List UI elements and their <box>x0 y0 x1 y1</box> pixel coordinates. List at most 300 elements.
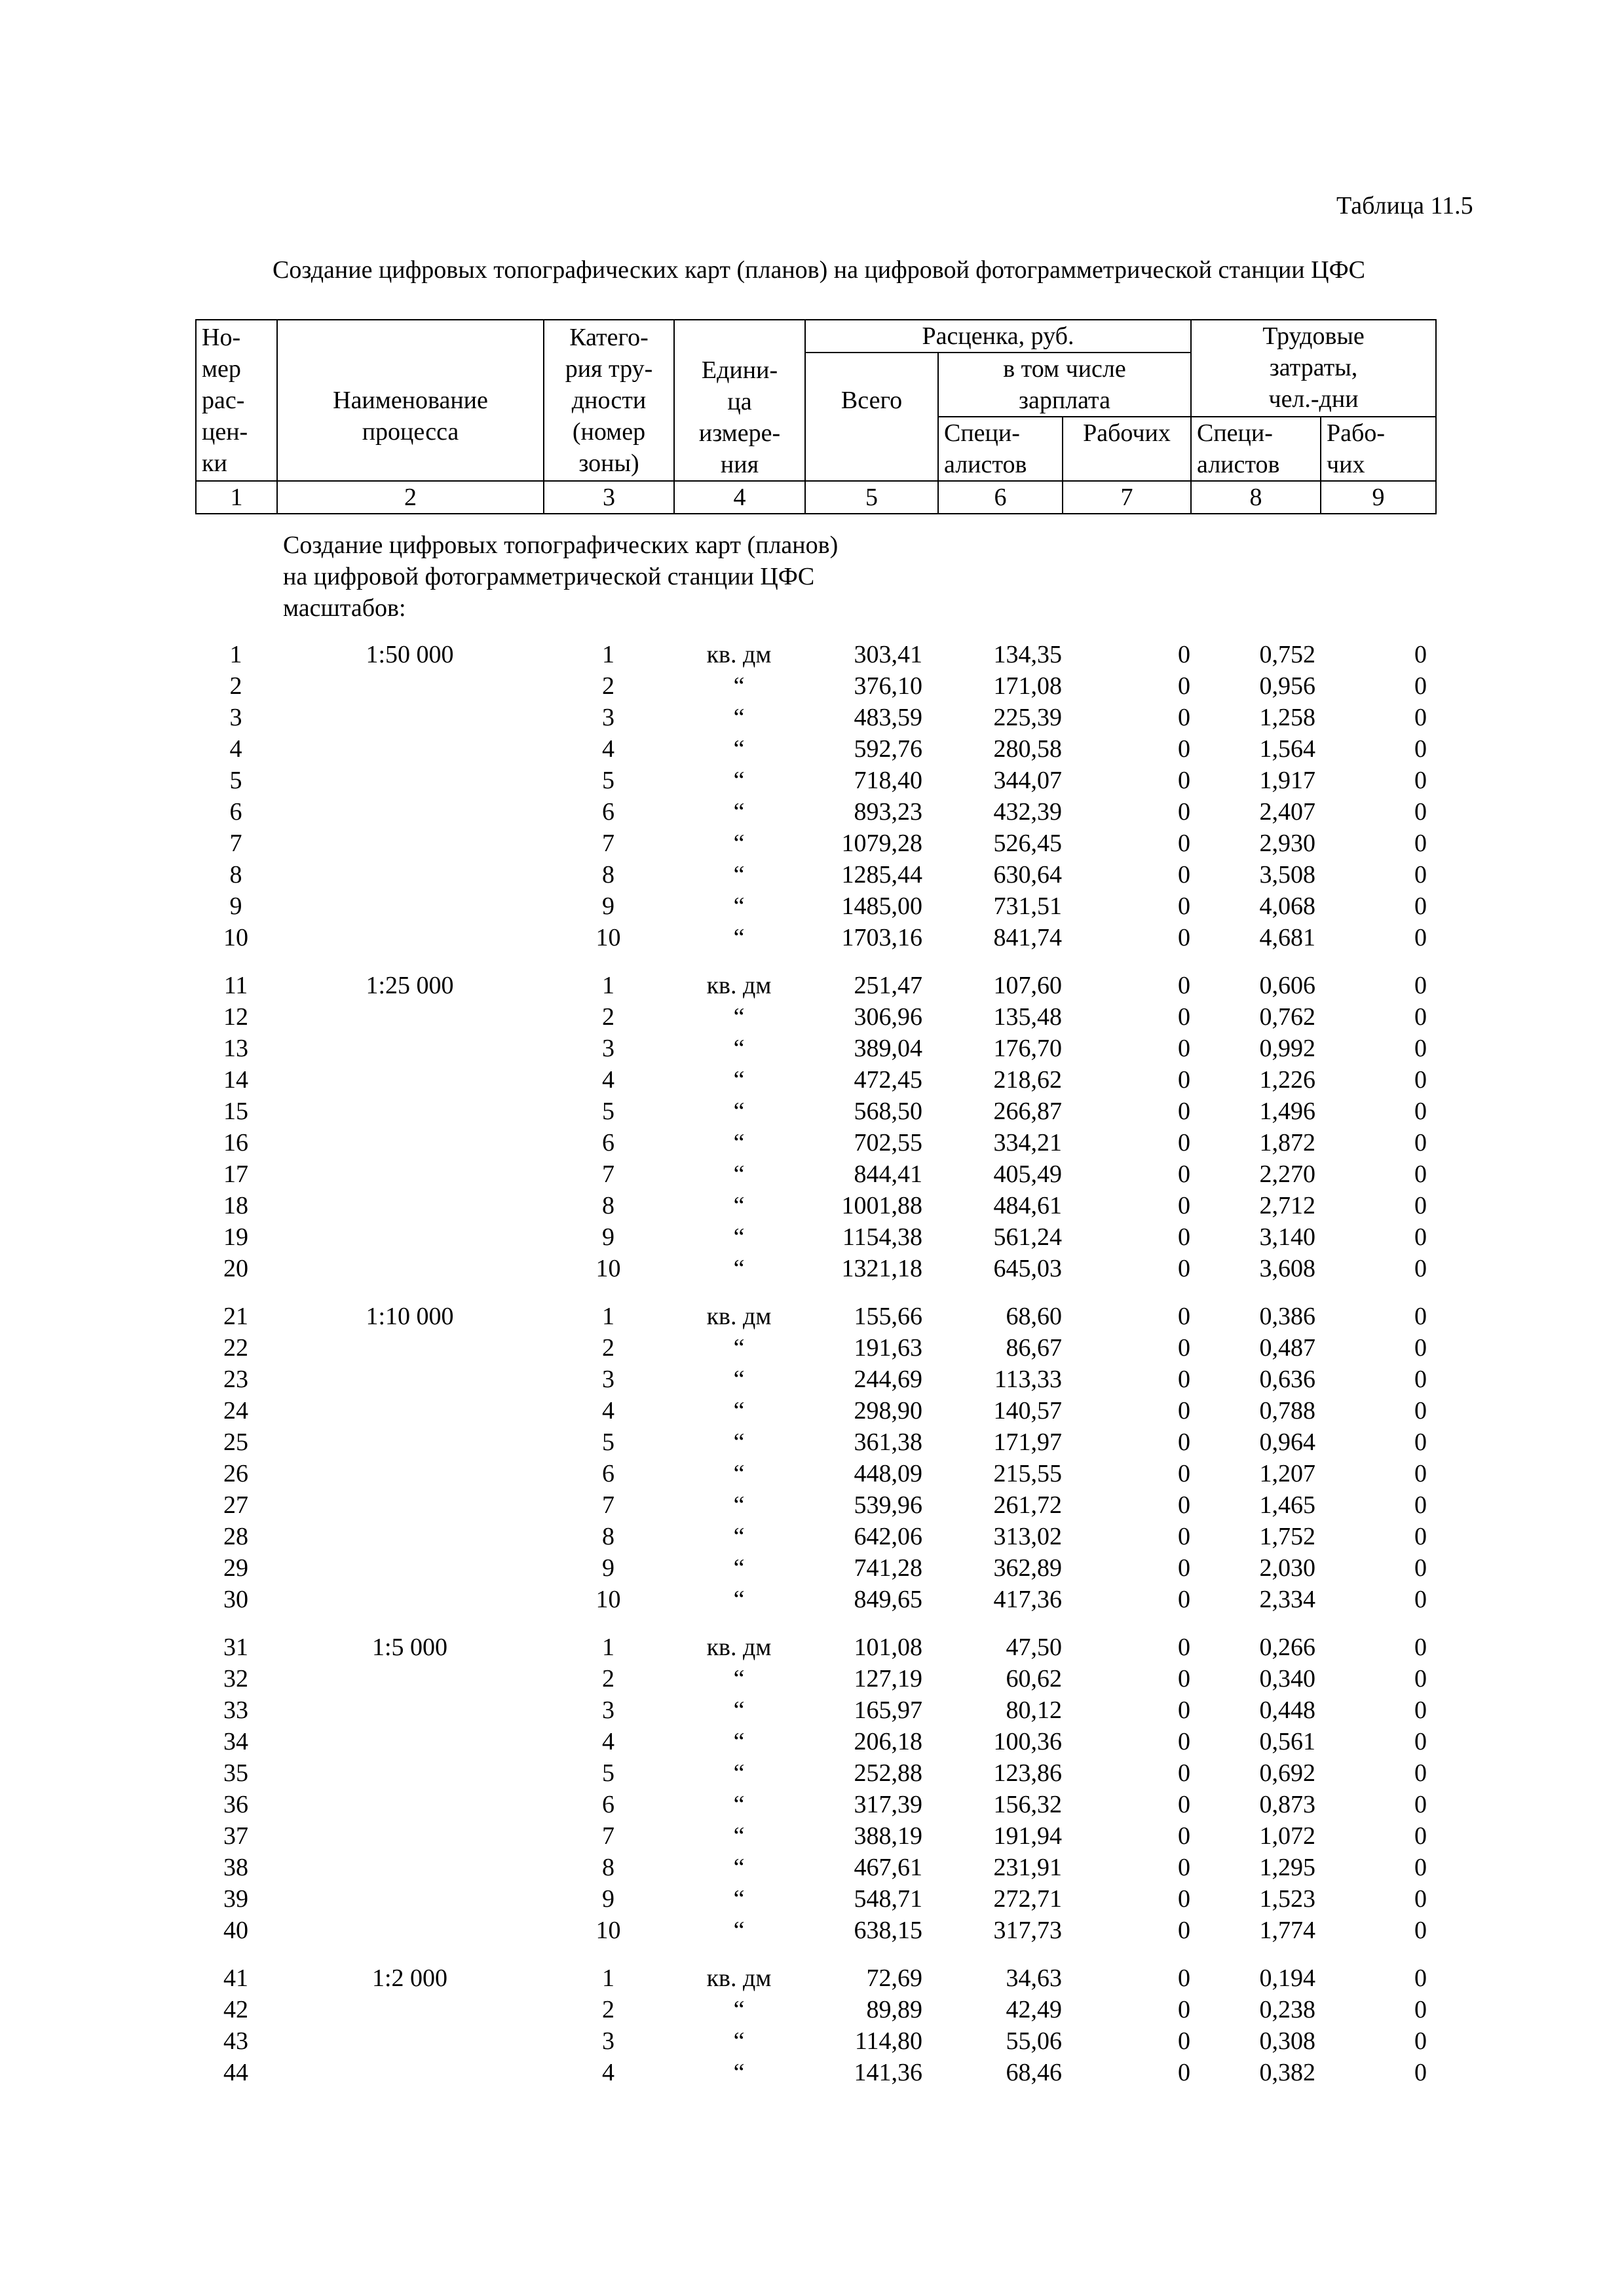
cell-rate-number: 28 <box>223 1523 248 1550</box>
header-total: Всего <box>805 353 938 481</box>
cell-rate-number: 4 <box>229 735 242 763</box>
cell-rate-number: 18 <box>223 1192 248 1219</box>
table-row <box>195 1726 1435 1757</box>
cell-labor-workers: 0 <box>1414 1885 1427 1913</box>
table-row <box>195 1632 1435 1663</box>
cell-labor-specialists: 3,140 <box>1259 1223 1315 1251</box>
cell-rate-number: 14 <box>223 1066 248 1094</box>
cell-labor-workers: 0 <box>1414 641 1427 668</box>
cell-labor-workers: 0 <box>1414 1696 1427 1724</box>
cell-wage-workers: 0 <box>1178 1460 1190 1487</box>
cell-labor-specialists: 1,564 <box>1259 735 1315 763</box>
cell-wage-workers: 0 <box>1178 1129 1190 1157</box>
cell-rate-number: 44 <box>223 2059 248 2086</box>
cell-wage-specialists: 344,07 <box>993 767 1062 794</box>
cell-wage-workers: 0 <box>1178 2027 1190 2055</box>
cell-rate-number: 26 <box>223 1460 248 1487</box>
cell-category: 10 <box>595 1255 621 1282</box>
table-row <box>195 1915 1435 1946</box>
cell-rate-number: 22 <box>223 1334 248 1362</box>
cell-category: 6 <box>602 1129 614 1157</box>
cell-rate-number: 24 <box>223 1397 248 1425</box>
cell-labor-specialists: 1,207 <box>1259 1460 1315 1487</box>
cell-labor-specialists: 2,030 <box>1259 1554 1315 1582</box>
cell-unit-ditto: “ <box>733 1255 745 1282</box>
cell-rate-number: 38 <box>223 1854 248 1881</box>
cell-rate-number: 6 <box>229 798 242 826</box>
cell-wage-specialists: 107,60 <box>993 972 1062 999</box>
cell-labor-specialists: 2,712 <box>1259 1192 1315 1219</box>
cell-labor-specialists: 1,226 <box>1259 1066 1315 1094</box>
cell-unit-ditto: “ <box>733 1003 745 1031</box>
header-price-group: Расценка, руб. <box>805 320 1191 353</box>
cell-wage-workers: 0 <box>1178 1098 1190 1125</box>
cell-wage-workers: 0 <box>1178 1822 1190 1850</box>
cell-price-total: 642,06 <box>854 1523 922 1550</box>
cell-labor-workers: 0 <box>1414 892 1427 920</box>
cell-wage-specialists: 68,46 <box>1006 2059 1062 2086</box>
cell-unit-ditto: “ <box>733 1223 745 1251</box>
cell-wage-specialists: 156,32 <box>993 1791 1062 1818</box>
cell-price-total: 388,19 <box>854 1822 922 1850</box>
cell-labor-specialists: 0,636 <box>1259 1366 1315 1393</box>
cell-unit-ditto: “ <box>733 1160 745 1188</box>
cell-wage-workers: 0 <box>1178 1728 1190 1755</box>
cell-unit-ditto: “ <box>733 1791 745 1818</box>
cell-scale: 1:25 000 <box>366 972 454 999</box>
cell-labor-specialists: 0,992 <box>1259 1035 1315 1062</box>
header-col-unit: Едини- ца измере- ния <box>674 320 805 481</box>
table-row <box>195 1064 1435 1096</box>
cell-rate-number: 15 <box>223 1098 248 1125</box>
cell-category: 10 <box>595 924 621 951</box>
cell-scale: 1:10 000 <box>366 1303 454 1330</box>
cell-category: 3 <box>602 704 614 731</box>
cell-price-total: 1321,18 <box>841 1255 922 1282</box>
cell-price-total: 376,10 <box>854 672 922 700</box>
table-row <box>195 1694 1435 1726</box>
cell-labor-specialists: 1,496 <box>1259 1098 1315 1125</box>
cell-unit-ditto: “ <box>733 1885 745 1913</box>
cell-labor-workers: 0 <box>1414 924 1427 951</box>
cell-labor-workers: 0 <box>1414 1192 1427 1219</box>
header-num-9: 9 <box>1321 481 1436 514</box>
cell-labor-specialists: 1,917 <box>1259 767 1315 794</box>
cell-category: 7 <box>602 1160 614 1188</box>
cell-unit-ditto: “ <box>733 704 745 731</box>
cell-labor-specialists: 2,270 <box>1259 1160 1315 1188</box>
cell-labor-specialists: 0,194 <box>1259 1964 1315 1992</box>
cell-rate-number: 37 <box>223 1822 248 1850</box>
cell-wage-workers: 0 <box>1178 1665 1190 1693</box>
cell-wage-workers: 0 <box>1178 1854 1190 1881</box>
cell-category: 1 <box>602 1303 614 1330</box>
cell-wage-specialists: 135,48 <box>993 1003 1062 1031</box>
cell-labor-workers: 0 <box>1414 1665 1427 1693</box>
cell-price-total: 849,65 <box>854 1586 922 1613</box>
header-num-4: 4 <box>674 481 805 514</box>
section-title: Создание цифровых топографических карт (планов) на цифровой фотограмметрической станции ЦФС масштабов: <box>283 531 839 622</box>
header-labor-specialists: Специ- алистов <box>1191 417 1321 481</box>
cell-labor-workers: 0 <box>1414 1160 1427 1188</box>
cell-rate-number: 13 <box>223 1035 248 1062</box>
table-row <box>195 1096 1435 1127</box>
cell-rate-number: 21 <box>223 1303 248 1330</box>
cell-wage-specialists: 60,62 <box>1006 1665 1062 1693</box>
table-row <box>195 828 1435 859</box>
table-row <box>195 639 1435 670</box>
cell-price-total: 244,69 <box>854 1366 922 1393</box>
cell-rate-number: 20 <box>223 1255 248 1282</box>
cell-labor-workers: 0 <box>1414 1964 1427 1992</box>
cell-unit-ditto: “ <box>733 1854 745 1881</box>
cell-labor-specialists: 0,382 <box>1259 2059 1315 2086</box>
table-row <box>195 1364 1435 1395</box>
cell-category: 10 <box>595 1586 621 1613</box>
cell-wage-workers: 0 <box>1178 1791 1190 1818</box>
cell-category: 9 <box>602 892 614 920</box>
cell-unit-ditto: “ <box>733 1996 745 2023</box>
cell-rate-number: 19 <box>223 1223 248 1251</box>
cell-labor-workers: 0 <box>1414 1791 1427 1818</box>
cell-category: 1 <box>602 972 614 999</box>
cell-labor-workers: 0 <box>1414 1523 1427 1550</box>
cell-rate-number: 34 <box>223 1728 248 1755</box>
cell-labor-workers: 0 <box>1414 1366 1427 1393</box>
cell-price-total: 718,40 <box>854 767 922 794</box>
cell-wage-workers: 0 <box>1178 1759 1190 1787</box>
cell-unit-ditto: “ <box>733 1586 745 1613</box>
cell-price-total: 306,96 <box>854 1003 922 1031</box>
cell-rate-number: 35 <box>223 1759 248 1787</box>
cell-wage-workers: 0 <box>1178 1554 1190 1582</box>
cell-category: 4 <box>602 2059 614 2086</box>
cell-price-total: 1079,28 <box>841 830 922 857</box>
cell-category: 7 <box>602 1822 614 1850</box>
cell-labor-workers: 0 <box>1414 1003 1427 1031</box>
cell-wage-specialists: 176,70 <box>993 1035 1062 1062</box>
cell-labor-specialists: 2,930 <box>1259 830 1315 857</box>
cell-labor-specialists: 4,068 <box>1259 892 1315 920</box>
cell-wage-specialists: 171,08 <box>993 672 1062 700</box>
cell-wage-specialists: 134,35 <box>993 641 1062 668</box>
cell-labor-workers: 0 <box>1414 1854 1427 1881</box>
table-row <box>195 1584 1435 1615</box>
cell-unit-ditto: “ <box>733 1129 745 1157</box>
cell-labor-workers: 0 <box>1414 1822 1427 1850</box>
header-num-2: 2 <box>277 481 544 514</box>
cell-wage-specialists: 123,86 <box>993 1759 1062 1787</box>
cell-scale: 1:2 000 <box>371 1964 448 1992</box>
cell-wage-specialists: 526,45 <box>993 830 1062 857</box>
cell-price-total: 1001,88 <box>841 1192 922 1219</box>
cell-wage-specialists: 100,36 <box>993 1728 1062 1755</box>
cell-labor-workers: 0 <box>1414 1759 1427 1787</box>
cell-labor-workers: 0 <box>1414 1223 1427 1251</box>
cell-labor-workers: 0 <box>1414 1098 1427 1125</box>
table-row <box>195 1820 1435 1852</box>
cell-category: 2 <box>602 1334 614 1362</box>
cell-price-total: 844,41 <box>854 1160 922 1188</box>
cell-wage-workers: 0 <box>1178 704 1190 731</box>
cell-category: 5 <box>602 1428 614 1456</box>
header-col-number: Но- мер рас- цен- ки <box>196 320 277 481</box>
cell-unit-ditto: “ <box>733 798 745 826</box>
cell-wage-workers: 0 <box>1178 1035 1190 1062</box>
cell-category: 4 <box>602 1397 614 1425</box>
cell-wage-specialists: 47,50 <box>1006 1634 1062 1661</box>
cell-labor-specialists: 0,448 <box>1259 1696 1315 1724</box>
cell-labor-workers: 0 <box>1414 2059 1427 2086</box>
cell-labor-specialists: 1,258 <box>1259 704 1315 731</box>
cell-unit-ditto: “ <box>733 1460 745 1487</box>
cell-unit-ditto: “ <box>733 892 745 920</box>
cell-labor-specialists: 0,487 <box>1259 1334 1315 1362</box>
cell-unit-ditto: “ <box>733 1397 745 1425</box>
cell-price-total: 741,28 <box>854 1554 922 1582</box>
cell-labor-workers: 0 <box>1414 767 1427 794</box>
cell-unit-ditto: “ <box>733 1822 745 1850</box>
cell-wage-specialists: 261,72 <box>993 1491 1062 1519</box>
cell-rate-number: 23 <box>223 1366 248 1393</box>
cell-rate-number: 10 <box>223 924 248 951</box>
cell-wage-specialists: 841,74 <box>993 924 1062 951</box>
cell-labor-workers: 0 <box>1414 1129 1427 1157</box>
cell-price-total: 101,08 <box>854 1634 922 1661</box>
cell-unit-ditto: “ <box>733 1366 745 1393</box>
cell-category: 5 <box>602 1098 614 1125</box>
cell-labor-specialists: 0,308 <box>1259 2027 1315 2055</box>
table-row <box>195 970 1435 1001</box>
table-row <box>195 1001 1435 1033</box>
cell-price-total: 155,66 <box>854 1303 922 1330</box>
cell-labor-specialists: 0,752 <box>1259 641 1315 668</box>
cell-category: 2 <box>602 672 614 700</box>
cell-price-total: 303,41 <box>854 641 922 668</box>
cell-rate-number: 41 <box>223 1964 248 1992</box>
cell-labor-workers: 0 <box>1414 1303 1427 1330</box>
cell-wage-workers: 0 <box>1178 1428 1190 1456</box>
table-row <box>195 1301 1435 1332</box>
cell-labor-workers: 0 <box>1414 1917 1427 1944</box>
cell-category: 1 <box>602 641 614 668</box>
cell-unit: кв. дм <box>706 972 772 999</box>
cell-rate-number: 17 <box>223 1160 248 1188</box>
cell-wage-specialists: 113,33 <box>994 1366 1062 1393</box>
cell-labor-specialists: 1,295 <box>1259 1854 1315 1881</box>
table-row <box>195 1158 1435 1190</box>
header-num-5: 5 <box>805 481 938 514</box>
cell-labor-workers: 0 <box>1414 1996 1427 2023</box>
cell-category: 9 <box>602 1885 614 1913</box>
cell-rate-number: 8 <box>229 861 242 889</box>
table-row <box>195 1190 1435 1221</box>
cell-category: 4 <box>602 1066 614 1094</box>
cell-labor-specialists: 0,762 <box>1259 1003 1315 1031</box>
table-row <box>195 1663 1435 1694</box>
cell-unit-ditto: “ <box>733 1523 745 1550</box>
table-row <box>195 1253 1435 1284</box>
cell-labor-specialists: 3,608 <box>1259 1255 1315 1282</box>
cell-unit-ditto: “ <box>733 1665 745 1693</box>
cell-wage-workers: 0 <box>1178 1586 1190 1613</box>
cell-category: 7 <box>602 1491 614 1519</box>
cell-wage-specialists: 55,06 <box>1006 2027 1062 2055</box>
cell-price-total: 483,59 <box>854 704 922 731</box>
cell-category: 1 <box>602 1634 614 1661</box>
cell-category: 10 <box>595 1917 621 1944</box>
cell-rate-number: 9 <box>229 892 242 920</box>
cell-labor-workers: 0 <box>1414 972 1427 999</box>
cell-price-total: 1485,00 <box>841 892 922 920</box>
cell-rate-number: 36 <box>223 1791 248 1818</box>
cell-wage-specialists: 68,60 <box>1006 1303 1062 1330</box>
cell-labor-workers: 0 <box>1414 2027 1427 2055</box>
cell-unit-ditto: “ <box>733 1696 745 1724</box>
cell-unit-ditto: “ <box>733 1334 745 1362</box>
table-label: Таблица 11.5 <box>1336 192 1473 220</box>
cell-price-total: 893,23 <box>854 798 922 826</box>
table-row <box>195 1332 1435 1364</box>
cell-unit: кв. дм <box>706 1634 772 1661</box>
table-row <box>195 2057 1435 2088</box>
cell-unit-ditto: “ <box>733 2027 745 2055</box>
header-labor-workers: Рабо- чих <box>1321 417 1436 481</box>
cell-unit-ditto: “ <box>733 1098 745 1125</box>
cell-price-total: 252,88 <box>854 1759 922 1787</box>
cell-wage-specialists: 561,24 <box>993 1223 1062 1251</box>
cell-unit-ditto: “ <box>733 2059 745 2086</box>
cell-labor-specialists: 1,872 <box>1259 1129 1315 1157</box>
cell-wage-workers: 0 <box>1178 892 1190 920</box>
cell-wage-workers: 0 <box>1178 641 1190 668</box>
header-wage-workers: Рабочих <box>1063 417 1191 481</box>
table-row <box>195 1426 1435 1458</box>
cell-category: 3 <box>602 2027 614 2055</box>
table-row <box>195 765 1435 796</box>
cell-rate-number: 43 <box>223 2027 248 2055</box>
cell-labor-specialists: 0,873 <box>1259 1791 1315 1818</box>
cell-labor-workers: 0 <box>1414 1066 1427 1094</box>
cell-wage-workers: 0 <box>1178 1964 1190 1992</box>
cell-labor-specialists: 0,266 <box>1259 1634 1315 1661</box>
cell-price-total: 206,18 <box>854 1728 922 1755</box>
table-row <box>195 1458 1435 1489</box>
cell-labor-workers: 0 <box>1414 830 1427 857</box>
cell-category: 9 <box>602 1223 614 1251</box>
cell-labor-workers: 0 <box>1414 1634 1427 1661</box>
cell-wage-workers: 0 <box>1178 1885 1190 1913</box>
cell-price-total: 114,80 <box>854 2027 922 2055</box>
cell-wage-workers: 0 <box>1178 924 1190 951</box>
cell-price-total: 191,63 <box>854 1334 922 1362</box>
cell-price-total: 448,09 <box>854 1460 922 1487</box>
table-row <box>195 1395 1435 1426</box>
table-row <box>195 890 1435 922</box>
cell-rate-number: 29 <box>223 1554 248 1582</box>
cell-unit-ditto: “ <box>733 1192 745 1219</box>
cell-price-total: 141,36 <box>854 2059 922 2086</box>
cell-price-total: 165,97 <box>854 1696 922 1724</box>
cell-category: 2 <box>602 1665 614 1693</box>
cell-rate-number: 40 <box>223 1917 248 1944</box>
table-row <box>195 1552 1435 1584</box>
table-row <box>195 1852 1435 1883</box>
table-row <box>195 796 1435 828</box>
header-wage-specialists: Специ- алистов <box>938 417 1063 481</box>
cell-wage-specialists: 645,03 <box>993 1255 1062 1282</box>
cell-unit-ditto: “ <box>733 861 745 889</box>
cell-category: 3 <box>602 1035 614 1062</box>
cell-labor-workers: 0 <box>1414 1554 1427 1582</box>
cell-wage-specialists: 34,63 <box>1006 1964 1062 1992</box>
cell-unit-ditto: “ <box>733 1554 745 1582</box>
cell-unit: кв. дм <box>706 1303 772 1330</box>
cell-labor-workers: 0 <box>1414 1491 1427 1519</box>
cell-category: 1 <box>602 1964 614 1992</box>
cell-wage-workers: 0 <box>1178 735 1190 763</box>
cell-unit-ditto: “ <box>733 672 745 700</box>
cell-price-total: 1154,38 <box>842 1223 922 1251</box>
cell-scale: 1:5 000 <box>371 1634 448 1661</box>
cell-price-total: 568,50 <box>854 1098 922 1125</box>
cell-wage-workers: 0 <box>1178 1334 1190 1362</box>
cell-wage-workers: 0 <box>1178 1634 1190 1661</box>
table-row <box>195 1127 1435 1158</box>
header-num-8: 8 <box>1191 481 1321 514</box>
cell-unit-ditto: “ <box>733 735 745 763</box>
cell-unit: кв. дм <box>706 1964 772 1992</box>
table-row <box>195 2025 1435 2057</box>
cell-labor-workers: 0 <box>1414 704 1427 731</box>
cell-labor-workers: 0 <box>1414 672 1427 700</box>
table-row <box>195 922 1435 953</box>
cell-category: 9 <box>602 1554 614 1582</box>
cell-wage-workers: 0 <box>1178 767 1190 794</box>
cell-wage-specialists: 362,89 <box>993 1554 1062 1582</box>
cell-price-total: 472,45 <box>854 1066 922 1094</box>
cell-rate-number: 33 <box>223 1696 248 1724</box>
cell-rate-number: 31 <box>223 1634 248 1661</box>
cell-labor-specialists: 2,334 <box>1259 1586 1315 1613</box>
table-row <box>195 1521 1435 1552</box>
cell-rate-number: 2 <box>229 672 242 700</box>
cell-labor-specialists: 0,964 <box>1259 1428 1315 1456</box>
cell-rate-number: 32 <box>223 1665 248 1693</box>
cell-wage-workers: 0 <box>1178 1917 1190 1944</box>
cell-labor-workers: 0 <box>1414 1035 1427 1062</box>
cell-rate-number: 39 <box>223 1885 248 1913</box>
cell-price-total: 89,89 <box>866 1996 922 2023</box>
cell-price-total: 638,15 <box>854 1917 922 1944</box>
cell-wage-specialists: 140,57 <box>993 1397 1062 1425</box>
cell-price-total: 298,90 <box>854 1397 922 1425</box>
cell-rate-number: 16 <box>223 1129 248 1157</box>
cell-unit-ditto: “ <box>733 1759 745 1787</box>
cell-wage-specialists: 317,73 <box>993 1917 1062 1944</box>
cell-wage-workers: 0 <box>1178 2059 1190 2086</box>
cell-wage-specialists: 405,49 <box>993 1160 1062 1188</box>
header-num-3: 3 <box>544 481 674 514</box>
cell-wage-workers: 0 <box>1178 798 1190 826</box>
cell-labor-specialists: 0,238 <box>1259 1996 1315 2023</box>
cell-labor-specialists: 0,788 <box>1259 1397 1315 1425</box>
table-row <box>195 1221 1435 1253</box>
cell-labor-workers: 0 <box>1414 735 1427 763</box>
cell-category: 5 <box>602 1759 614 1787</box>
cell-labor-specialists: 0,692 <box>1259 1759 1315 1787</box>
cell-price-total: 548,71 <box>854 1885 922 1913</box>
